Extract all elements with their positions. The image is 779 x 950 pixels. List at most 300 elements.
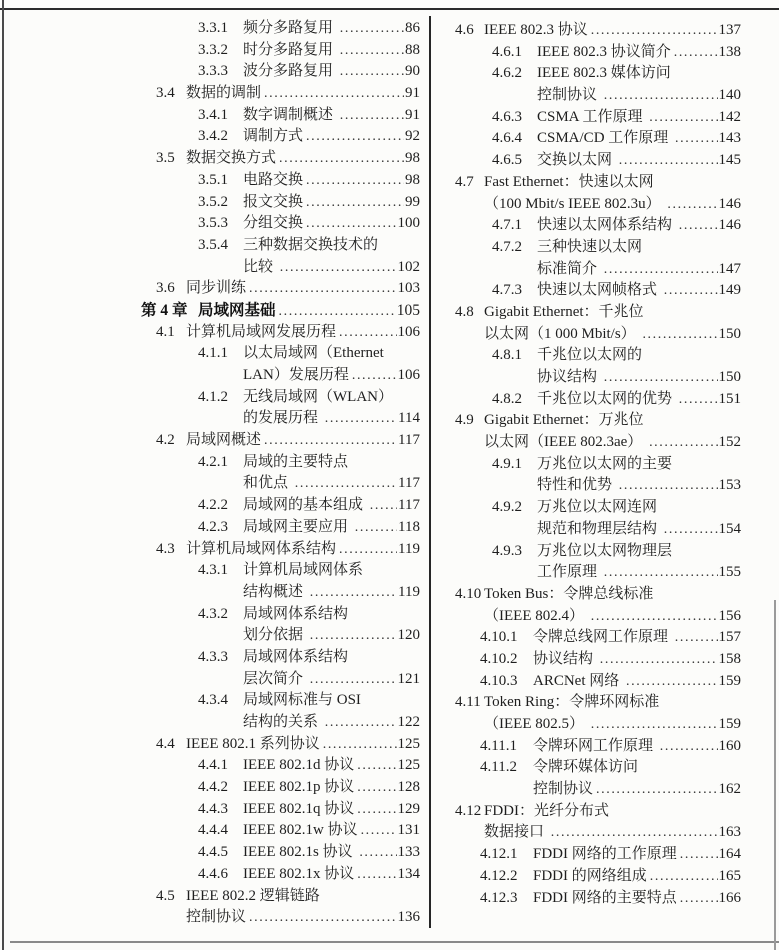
toc-entry	[141, 192, 420, 214]
toc-entry-title: 局域网主要应用	[243, 518, 352, 535]
toc-entry-number: 4.1	[156, 323, 175, 340]
toc-entry-number: 3.6	[156, 280, 175, 297]
toc-entry-page: 92	[405, 128, 420, 145]
toc-entry-title: 快速以太网体系结构	[537, 217, 676, 234]
toc-entry-number: 4.3.3	[198, 648, 228, 665]
toc-entry-number: 4.6.2	[492, 65, 522, 82]
toc-entry-title: 计算机局域网发展历程	[186, 323, 337, 340]
toc-entry	[141, 430, 420, 452]
toc-entry	[452, 801, 741, 823]
toc-entry-title: 调制方式	[243, 128, 304, 145]
toc-entry-title: 协议结构	[537, 369, 601, 385]
toc-entry	[141, 755, 420, 777]
dot-leader	[649, 432, 717, 454]
toc-entry-number: 4.8.1	[492, 347, 522, 364]
toc-entry-title: 标准简介	[537, 260, 601, 277]
toc-entry-title: 特性和优势	[537, 477, 616, 494]
toc-entry-number: 4.12.1	[480, 846, 518, 863]
toc-entry-number: 3.4.2	[198, 128, 228, 145]
dot-leader	[339, 322, 396, 344]
toc-entry-page: 125	[397, 735, 420, 752]
toc-entry-number: 3.3.1	[198, 20, 228, 36]
toc-entry	[452, 345, 741, 367]
dot-leader	[357, 799, 396, 821]
dot-leader	[357, 755, 396, 777]
toc-entry-title: Gigabit Ethernet：万兆位	[484, 412, 644, 429]
page-border-right	[774, 600, 776, 950]
dot-leader	[355, 517, 397, 539]
toc-entry-title: IEEE 802.3 协议	[484, 22, 588, 38]
toc-entry-page: 91	[405, 85, 420, 102]
toc-entry-page: 150	[718, 325, 741, 342]
toc-entry	[452, 237, 741, 259]
toc-entry-title: 无线局域网（WLAN）	[243, 388, 393, 405]
dot-leader	[306, 213, 396, 235]
dot-leader	[660, 736, 718, 758]
toc-entry-number: 4.11.1	[480, 737, 517, 754]
dot-leader	[675, 128, 717, 150]
toc-entry-number: 3.4.1	[198, 106, 228, 123]
toc-entry-page: 86	[405, 20, 420, 36]
toc-entry-title: 数据的调制	[186, 85, 262, 102]
dot-leader	[591, 606, 718, 628]
toc-entry-number: 4.10.3	[480, 672, 518, 689]
toc-entry-title: IEEE 802.1d 协议	[243, 757, 355, 774]
toc-entry-number: 4.6.5	[492, 152, 522, 169]
toc-entry-title: 局域网标准与 OSI	[243, 692, 361, 709]
dot-leader	[340, 61, 404, 83]
dot-leader	[664, 519, 718, 541]
dot-leader	[680, 844, 718, 866]
toc-entry-number: 4.2.2	[198, 497, 228, 514]
dot-leader	[591, 20, 718, 42]
toc-entry-page: 147	[718, 260, 741, 277]
toc-entry-title: 三种快速以太网	[537, 238, 643, 255]
dot-leader	[361, 820, 397, 842]
dot-leader	[325, 408, 397, 430]
toc-entry-page: 105	[396, 301, 420, 319]
toc-column-right	[452, 20, 741, 909]
toc-entry	[141, 343, 420, 365]
toc-entry-title: IEEE 802.1 系列协议	[186, 735, 320, 752]
toc-entry-number: 4.4.5	[198, 844, 228, 861]
toc-entry-page: 146	[718, 195, 741, 212]
toc-entry	[141, 235, 420, 257]
toc-entry-title: 比较	[243, 258, 277, 275]
toc-entry-title: Fast Ethernet：快速以太网	[484, 173, 654, 190]
dot-leader	[249, 278, 396, 300]
toc-entry-number: 4.12.2	[480, 867, 518, 884]
dot-leader	[370, 495, 397, 517]
toc-entry-number: 4.6.3	[492, 108, 522, 125]
toc-entry-page: 156	[718, 607, 741, 624]
toc-entry-title: 电路交换	[243, 171, 304, 188]
dot-leader	[357, 777, 396, 799]
toc-entry	[452, 432, 741, 454]
toc-entry-page: 143	[718, 130, 741, 147]
toc-entry	[141, 83, 420, 105]
dot-leader	[310, 582, 397, 604]
toc-entry-title: 局域网体系结构	[243, 648, 349, 665]
toc-entry	[141, 864, 420, 886]
toc-entry-page: 106	[397, 367, 420, 383]
toc-entry	[452, 497, 741, 519]
toc-entry-page: 122	[397, 714, 420, 730]
toc-entry-page: 149	[718, 282, 741, 299]
dot-leader	[680, 888, 718, 910]
toc-entry-number: 3.3.3	[198, 63, 228, 80]
toc-entry-page: 121	[397, 670, 420, 687]
toc-entry-page: 117	[398, 475, 420, 492]
toc-entry-number: 4.4.3	[198, 800, 228, 817]
toc-entry-number: 4.7	[455, 173, 474, 190]
dot-leader	[352, 365, 397, 387]
toc-entry-number: 4.3.1	[198, 562, 228, 579]
toc-entry-page: 114	[398, 410, 420, 427]
toc-entry-page: 159	[718, 672, 741, 689]
toc-entry-title: （IEEE 802.5）	[484, 716, 588, 732]
dot-leader	[551, 822, 718, 844]
toc-entry-title: 波分多路复用	[243, 63, 337, 80]
toc-entry-number: 4.3	[156, 540, 175, 557]
page-border-bottom	[10, 941, 779, 943]
toc-entry-title: （IEEE 802.4）	[484, 607, 588, 624]
toc-entry-title: 以太网（IEEE 802.3ae）	[484, 434, 647, 451]
dot-leader	[679, 215, 718, 237]
toc-entry-page: 103	[397, 280, 420, 297]
dot-leader	[650, 866, 718, 888]
toc-entry-title: FDDI 网络的主要特点	[533, 889, 677, 906]
toc-entry-title: 数据接口	[484, 824, 548, 841]
toc-entry-title: 计算机局域网体系结构	[186, 540, 337, 557]
toc-entry-page: 140	[718, 87, 741, 104]
toc-entry	[452, 519, 741, 541]
toc-entry-title: IEEE 802.1s 协议	[243, 844, 357, 861]
toc-entry	[141, 690, 420, 712]
dot-leader	[280, 257, 397, 279]
toc-entry-title: 数字调制概述	[243, 106, 337, 123]
toc-entry	[141, 582, 420, 604]
toc-entry-title: LAN）发展历程	[243, 367, 349, 383]
toc-entry-number: 4.9.3	[492, 542, 522, 559]
toc-entry-page: 142	[718, 108, 741, 125]
dot-leader	[675, 627, 718, 649]
toc-entry-page: 136	[397, 909, 420, 926]
toc-entry	[141, 625, 420, 647]
toc-entry	[141, 799, 420, 821]
toc-entry-title: 令牌环网工作原理	[533, 737, 657, 754]
toc-entry-number: 4.11	[455, 694, 481, 711]
dot-leader	[649, 107, 717, 129]
dot-leader	[359, 842, 396, 864]
toc-entry-page: 106	[397, 323, 420, 340]
toc-entry-page: 146	[718, 217, 741, 234]
toc-entry	[141, 278, 420, 300]
toc-entry-page: 162	[718, 781, 741, 798]
toc-entry	[141, 820, 420, 842]
toc-entry-page: 118	[398, 518, 420, 535]
toc-entry-title: Token Ring：令牌环网标准	[484, 694, 660, 711]
toc-entry-number: 3.4	[156, 85, 175, 102]
toc-entry	[141, 604, 420, 626]
toc-entry	[452, 671, 741, 693]
toc-entry-number: 4.6.4	[492, 130, 522, 147]
toc-entry-title: IEEE 802.3 协议简介	[537, 43, 671, 60]
toc-entry-page: 100	[397, 215, 420, 232]
dot-leader	[596, 779, 717, 801]
toc-entry	[452, 20, 741, 42]
toc-entry-number: 4.4.1	[198, 757, 228, 774]
toc-entry-title: 令牌环媒体访问	[533, 759, 639, 776]
dot-leader	[325, 712, 397, 734]
toc-entry-title: 局域网基础	[198, 301, 276, 319]
toc-entry-title: 时分多路复用	[243, 41, 337, 58]
toc-entry-title: 分组交换	[243, 215, 304, 232]
toc-entry-title: IEEE 802.2 逻辑链路	[186, 887, 320, 904]
toc-entry-page: 158	[718, 650, 741, 667]
toc-entry-title: 千兆位以太网的	[537, 347, 643, 364]
toc-entry-number: 4.2	[156, 432, 175, 449]
toc-entry-page: 155	[718, 564, 741, 581]
toc-entry-page: 125	[397, 757, 420, 774]
toc-entry	[452, 150, 741, 172]
dot-leader	[604, 562, 718, 584]
toc-entry-number: 4.1.2	[198, 388, 228, 405]
toc-entry	[141, 105, 420, 127]
toc-entry-title: 控制协议	[537, 87, 601, 104]
toc-entry-page: 153	[718, 477, 741, 494]
toc-entry	[452, 822, 741, 844]
toc-entry	[452, 324, 741, 346]
toc-entry-page: 154	[718, 520, 741, 537]
dot-leader	[604, 259, 718, 281]
toc-entry-title: 结构概述	[243, 583, 307, 600]
toc-entry	[141, 387, 420, 409]
toc-entry-number: 3.5.4	[198, 236, 228, 253]
toc-entry-number: 4.7.3	[492, 282, 522, 299]
dot-leader	[310, 669, 397, 691]
toc-entry-title: Gigabit Ethernet：千兆位	[484, 303, 644, 320]
toc-entry-title: 层次简介	[243, 670, 307, 687]
toc-entry-title: 工作原理	[537, 564, 601, 581]
toc-entry-page: 145	[718, 152, 741, 169]
toc-entry-page: 120	[397, 627, 420, 644]
toc-entry	[452, 215, 741, 237]
toc-entry	[141, 517, 420, 539]
toc-entry	[452, 85, 741, 107]
toc-entry-page: 152	[718, 434, 741, 451]
dot-leader	[642, 324, 717, 346]
dot-leader	[600, 649, 718, 671]
toc-entry	[141, 408, 420, 430]
toc-entry-page: 137	[718, 22, 741, 38]
toc-entry	[452, 475, 741, 497]
toc-entry-title: IEEE 802.1q 协议	[243, 800, 355, 817]
toc-entry-number: 4.4	[156, 735, 175, 752]
toc-entry-title: 协议结构	[533, 650, 597, 667]
toc-entry-number: 第 4 章	[141, 301, 188, 319]
toc-entry-page: 128	[397, 779, 420, 796]
toc-entry-title: （100 Mbit/s IEEE 802.3u）	[484, 195, 665, 212]
toc-column-left	[141, 18, 420, 929]
dot-leader	[279, 148, 404, 170]
toc-entry	[452, 454, 741, 476]
toc-entry-page: 160	[718, 737, 741, 754]
toc-entry-number: 3.3.2	[198, 41, 228, 58]
toc-entry	[452, 606, 741, 628]
toc-entry-page: 91	[405, 106, 420, 123]
toc-entry	[141, 907, 420, 929]
toc-entry-page: 134	[397, 865, 420, 882]
toc-entry-number: 4.4.4	[198, 822, 228, 839]
toc-entry-title: 局域的主要特点	[243, 453, 349, 470]
dot-leader	[306, 170, 404, 192]
toc-entry-title: 快速以太网帧格式	[537, 282, 661, 299]
toc-entry-title: FDDI 网络的工作原理	[533, 846, 677, 863]
toc-entry-title: 交换以太网	[537, 152, 616, 169]
toc-entry	[452, 410, 741, 432]
dot-leader	[323, 734, 397, 756]
toc-entry-title: 规范和物理层结构	[537, 520, 661, 537]
toc-entry-title: 以太局域网（Ethernet	[243, 345, 384, 362]
toc-entry-title: 三种数据交换技术的	[243, 236, 379, 253]
toc-entry	[141, 300, 420, 322]
dot-leader	[340, 105, 404, 127]
dot-leader	[340, 18, 404, 40]
toc-entry-number: 4.2.3	[198, 518, 228, 535]
toc-entry	[452, 692, 741, 714]
toc-entry-number: 3.5.1	[198, 171, 228, 188]
toc-entry-page: 166	[718, 889, 741, 906]
toc-entry-page: 131	[397, 822, 420, 839]
toc-entry-number: 4.10.1	[480, 629, 518, 646]
toc-entry	[452, 736, 741, 758]
toc-entry	[141, 842, 420, 864]
column-divider-rule	[429, 16, 431, 928]
toc-entry	[141, 213, 420, 235]
dot-leader	[279, 300, 396, 323]
page-border-top	[0, 8, 779, 10]
toc-entry-number: 4.9	[455, 412, 474, 429]
toc-entry-number: 4.4.6	[198, 865, 228, 882]
dot-leader	[306, 126, 404, 148]
toc-entry-title: 同步训练	[186, 280, 247, 297]
toc-entry-number: 4.3.4	[198, 692, 228, 709]
toc-entry	[452, 172, 741, 194]
toc-entry-title: 频分多路复用	[243, 20, 337, 36]
toc-entry	[452, 562, 741, 584]
toc-entry	[141, 18, 420, 40]
toc-entry	[452, 194, 741, 216]
toc-entry-number: 4.7.2	[492, 238, 522, 255]
toc-entry	[452, 128, 741, 150]
toc-entry	[452, 757, 741, 779]
toc-entry-title: 局域网的基本组成	[243, 497, 367, 514]
dot-leader	[619, 150, 718, 172]
dot-leader	[249, 907, 396, 929]
toc-entry-title: 千兆位以太网的优势	[537, 390, 676, 407]
toc-entry-page: 117	[398, 432, 420, 449]
dot-leader	[310, 625, 397, 647]
dot-leader	[295, 473, 397, 495]
toc-entry-number: 3.5.3	[198, 215, 228, 232]
toc-entry-number: 4.5	[156, 887, 175, 904]
dot-leader	[264, 430, 397, 452]
toc-entry-title: IEEE 802.1w 协议	[243, 822, 358, 839]
toc-entry-number: 4.8	[455, 303, 474, 320]
toc-entry-page: 117	[398, 497, 420, 514]
toc-entry-page: 98	[405, 171, 420, 188]
toc-entry-number: 4.2.1	[198, 453, 228, 470]
dot-leader	[619, 475, 718, 497]
toc-entry	[452, 844, 741, 866]
dot-leader	[306, 192, 404, 214]
toc-entry-title: CSMA 工作原理	[537, 108, 647, 125]
dot-leader	[357, 864, 396, 886]
toc-entry-title: 万兆位以太网物理层	[537, 542, 673, 559]
toc-entry-page: 163	[718, 824, 741, 841]
toc-entry-title: 万兆位以太网连网	[537, 499, 658, 516]
toc-entry-number: 4.1.1	[198, 345, 228, 362]
toc-entry-page: 102	[397, 258, 420, 275]
toc-entry	[141, 126, 420, 148]
toc-entry-number: 4.4.2	[198, 779, 228, 796]
toc-entry-page: 164	[718, 846, 741, 863]
toc-entry-number: 3.5	[156, 150, 175, 167]
toc-entry	[141, 148, 420, 170]
dot-leader	[604, 85, 718, 107]
toc-entry	[452, 107, 741, 129]
toc-entry	[141, 257, 420, 279]
toc-entry-title: 和优点	[243, 475, 292, 492]
toc-entry-title: FDDI 的网络组成	[533, 867, 647, 884]
toc-entry-page: 119	[398, 540, 420, 557]
toc-entry	[452, 584, 741, 606]
toc-entry	[452, 259, 741, 281]
toc-entry-title: Token Bus：令牌总线标准	[484, 585, 654, 602]
toc-entry-number: 4.3.2	[198, 605, 228, 622]
toc-entry-page: 159	[718, 716, 741, 732]
toc-entry-title: 局域网体系结构	[243, 605, 349, 622]
toc-entry-page: 129	[397, 800, 420, 817]
toc-entry	[141, 170, 420, 192]
toc-entry-page: 90	[405, 63, 420, 80]
toc-entry-title: 的发展历程	[243, 410, 322, 427]
toc-entry-number: 4.9.1	[492, 455, 522, 472]
toc-entry-number: 3.5.2	[198, 193, 228, 210]
toc-entry-number: 4.7.1	[492, 217, 522, 234]
toc-entry-title: 控制协议	[186, 909, 247, 926]
toc-entry	[452, 888, 741, 910]
dot-leader	[604, 367, 718, 389]
dot-leader	[667, 194, 717, 216]
toc-entry	[141, 712, 420, 734]
dot-leader	[679, 389, 718, 411]
toc-entry	[452, 649, 741, 671]
toc-entry	[452, 779, 741, 801]
toc-entry-number: 4.6	[455, 22, 474, 38]
toc-entry-page: 151	[718, 390, 741, 407]
toc-entry-page: 99	[405, 193, 420, 210]
toc-entry	[141, 40, 420, 62]
toc-entry-page: 133	[397, 844, 420, 861]
dot-leader	[664, 280, 718, 302]
toc-entry	[141, 495, 420, 517]
dot-leader	[340, 40, 404, 62]
toc-entry-title: ARCNet 网络	[533, 672, 624, 689]
dot-leader	[591, 714, 718, 736]
toc-entry	[141, 539, 420, 561]
